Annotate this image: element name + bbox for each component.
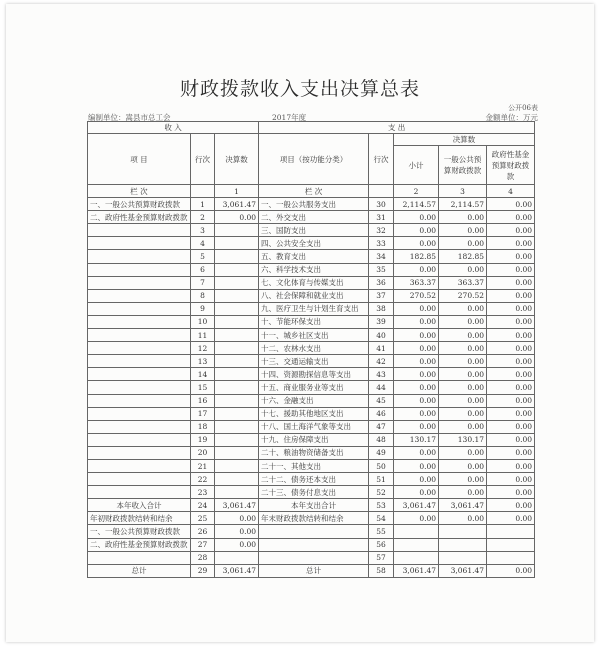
expense-general-budget: 2,114.57 — [439, 198, 487, 211]
expense-row-no: 35 — [369, 263, 394, 276]
expense-subtotal: 0.00 — [394, 473, 439, 486]
expense-general-budget — [439, 538, 487, 551]
expense-subtotal: 270.52 — [394, 289, 439, 302]
page-title: 财政拨款收入支出决算总表 — [179, 78, 420, 100]
income-row-no: 8 — [191, 289, 215, 302]
expense-subtotal: 0.00 — [394, 459, 439, 472]
income-item: 本年收入合计 — [88, 499, 191, 512]
income-item: 一、一般公共预算财政拨款 — [88, 525, 191, 538]
income-row-no: 3 — [191, 224, 215, 237]
income-amount — [215, 446, 259, 459]
expense-item — [259, 538, 369, 551]
column-number: 2 — [394, 185, 439, 198]
expense-row-no: 44 — [369, 381, 394, 394]
expense-general-budget: 0.00 — [439, 368, 487, 381]
expense-item: 十八、国土海洋气象等支出 — [259, 420, 369, 433]
general-budget-header: 一般公共预算财政拨款 — [439, 146, 487, 185]
expense-subtotal: 0.00 — [394, 237, 439, 250]
expense-item: 二十三、债务付息支出 — [259, 486, 369, 499]
expense-fund-budget: 0.00 — [487, 250, 535, 263]
expense-fund-budget: 0.00 — [487, 302, 535, 315]
expense-fund-budget: 0.00 — [487, 263, 535, 276]
table-row — [88, 551, 535, 564]
income-amount — [215, 289, 259, 302]
expense-row-no: 50 — [369, 459, 394, 472]
expense-item: 二十二、债务还本支出 — [259, 473, 369, 486]
expense-general-budget: 0.00 — [439, 486, 487, 499]
income-amount — [215, 551, 259, 564]
expense-item: 十九、住房保障支出 — [259, 433, 369, 446]
expense-fund-budget: 0.00 — [487, 446, 535, 459]
expense-general-budget — [439, 525, 487, 538]
reporting-unit: 编制单位：嵩县市总工会 — [88, 113, 171, 122]
expense-row-no: 41 — [369, 342, 394, 355]
income-item: 年初财政拨款结转和结余 — [88, 512, 191, 525]
expense-general-budget: 0.00 — [439, 394, 487, 407]
income-item — [88, 263, 191, 276]
column-number: 1 — [215, 185, 259, 198]
fund-budget-header: 政府性基金预算财政拨款 — [487, 146, 535, 185]
expense-general-budget: 0.00 — [439, 407, 487, 420]
expense-fund-budget: 0.00 — [487, 486, 535, 499]
expense-fund-budget: 0.00 — [487, 198, 535, 211]
expense-row-no: 43 — [369, 368, 394, 381]
expense-subtotal: 0.00 — [394, 420, 439, 433]
expense-item: 六、科学技术支出 — [259, 263, 369, 276]
expense-fund-budget: 0.00 — [487, 564, 535, 577]
income-amount — [215, 224, 259, 237]
expense-row-no: 54 — [369, 512, 394, 525]
income-amount — [215, 394, 259, 407]
expense-subtotal: 0.00 — [394, 394, 439, 407]
income-row-no: 26 — [191, 525, 215, 538]
income-amount — [215, 381, 259, 394]
table-row — [88, 368, 535, 381]
table-row — [88, 394, 535, 407]
table-row — [88, 224, 535, 237]
income-amount — [215, 420, 259, 433]
expense-general-budget — [439, 551, 487, 564]
expense-general-budget: 130.17 — [439, 433, 487, 446]
expense-subtotal — [394, 551, 439, 564]
expense-subtotal: 3,061.47 — [394, 564, 439, 577]
income-amount: 0.00 — [215, 538, 259, 551]
income-item — [88, 250, 191, 263]
income-amount — [215, 407, 259, 420]
income-item — [88, 342, 191, 355]
expense-subtotal: 0.00 — [394, 315, 439, 328]
table-row — [88, 538, 535, 551]
expense-item: 三、国防支出 — [259, 224, 369, 237]
expense-row-no: 51 — [369, 473, 394, 486]
expense-item: 十三、交通运输支出 — [259, 355, 369, 368]
expense-row-no: 52 — [369, 486, 394, 499]
expense-subtotal: 363.37 — [394, 276, 439, 289]
table-row — [88, 329, 535, 342]
expense-general-budget: 0.00 — [439, 211, 487, 224]
expense-row-no: 38 — [369, 302, 394, 315]
income-row-no: 14 — [191, 368, 215, 381]
income-item — [88, 237, 191, 250]
amount-unit: 金额单位：万元 — [485, 113, 538, 122]
table-row — [88, 355, 535, 368]
expense-subtotal — [394, 525, 439, 538]
expense-subtotal: 0.00 — [394, 302, 439, 315]
expense-item: 本年支出合计 — [259, 499, 369, 512]
table-row — [88, 499, 535, 512]
income-row-no: 13 — [191, 355, 215, 368]
income-row-no: 22 — [191, 473, 215, 486]
income-amount — [215, 355, 259, 368]
expense-item: 九、医疗卫生与计划生育支出 — [259, 302, 369, 315]
expense-fund-budget: 0.00 — [487, 237, 535, 250]
expense-fund-budget: 0.00 — [487, 276, 535, 289]
expense-item: 十六、金融支出 — [259, 394, 369, 407]
expense-row-no: 40 — [369, 329, 394, 342]
expense-fund-budget: 0.00 — [487, 512, 535, 525]
expense-subtotal: 0.00 — [394, 342, 439, 355]
income-amount: 3,061.47 — [215, 198, 259, 211]
table-row — [88, 433, 535, 446]
expense-fund-budget: 0.00 — [487, 433, 535, 446]
final-group-header: 决算数 — [394, 134, 535, 146]
income-item — [88, 315, 191, 328]
table-row — [88, 302, 535, 315]
expense-general-budget: 3,061.47 — [439, 564, 487, 577]
expense-item: 十五、商业服务业等支出 — [259, 381, 369, 394]
income-row-no: 23 — [191, 486, 215, 499]
expense-general-budget: 0.00 — [439, 381, 487, 394]
income-amount — [215, 342, 259, 355]
table-row — [88, 250, 535, 263]
income-item: 二、政府性基金预算财政拨款 — [88, 538, 191, 551]
final-amount-header: 决算数 — [215, 134, 259, 185]
item-header: 项 目 — [88, 134, 191, 185]
expense-subtotal: 0.00 — [394, 263, 439, 276]
income-row-no: 28 — [191, 551, 215, 564]
table-row — [88, 263, 535, 276]
expense-fund-budget: 0.00 — [487, 289, 535, 302]
income-row-no: 12 — [191, 342, 215, 355]
expense-item: 总计 — [259, 564, 369, 577]
table-row — [88, 512, 535, 525]
income-amount — [215, 315, 259, 328]
expense-item — [259, 525, 369, 538]
expense-fund-budget: 0.00 — [487, 381, 535, 394]
income-item — [88, 381, 191, 394]
column-label-blank — [191, 185, 215, 198]
income-amount — [215, 302, 259, 315]
income-row-no: 7 — [191, 276, 215, 289]
income-amount — [215, 329, 259, 342]
expense-subtotal: 0.00 — [394, 486, 439, 499]
income-item — [88, 329, 191, 342]
expense-subtotal: 0.00 — [394, 381, 439, 394]
income-item — [88, 224, 191, 237]
expense-subtotal: 0.00 — [394, 446, 439, 459]
expense-item: 十七、援助其他地区支出 — [259, 407, 369, 420]
table-row — [88, 525, 535, 538]
expense-row-no: 47 — [369, 420, 394, 433]
income-item — [88, 420, 191, 433]
expense-fund-budget: 0.00 — [487, 499, 535, 512]
expense-general-budget: 0.00 — [439, 237, 487, 250]
expense-subtotal: 0.00 — [394, 512, 439, 525]
income-row-no: 27 — [191, 538, 215, 551]
budget-summary-table — [87, 121, 535, 578]
subtotal-header: 小计 — [394, 146, 439, 185]
income-row-no: 25 — [191, 512, 215, 525]
expense-fund-budget: 0.00 — [487, 368, 535, 381]
expense-item: 二、外交支出 — [259, 211, 369, 224]
income-row-no: 1 — [191, 198, 215, 211]
income-amount — [215, 486, 259, 499]
expense-general-budget: 0.00 — [439, 315, 487, 328]
table-row — [88, 446, 535, 459]
expense-row-no: 46 — [369, 407, 394, 420]
expense-item: 八、社会保障和就业支出 — [259, 289, 369, 302]
income-item — [88, 368, 191, 381]
income-row-no: 18 — [191, 420, 215, 433]
expense-subtotal: 0.00 — [394, 355, 439, 368]
expense-fund-budget — [487, 551, 535, 564]
expense-item: 十一、城乡社区支出 — [259, 329, 369, 342]
income-row-no: 9 — [191, 302, 215, 315]
income-amount — [215, 459, 259, 472]
income-item — [88, 276, 191, 289]
expense-fund-budget: 0.00 — [487, 329, 535, 342]
expense-general-budget: 0.00 — [439, 512, 487, 525]
expense-general-budget: 270.52 — [439, 289, 487, 302]
expense-column-label-blank — [369, 185, 394, 198]
income-row-no: 29 — [191, 564, 215, 577]
income-item — [88, 289, 191, 302]
income-item — [88, 486, 191, 499]
table-row — [88, 381, 535, 394]
column-number: 4 — [487, 185, 535, 198]
expense-general-budget: 3,061.47 — [439, 499, 487, 512]
table-row — [88, 564, 535, 577]
expense-general-budget: 0.00 — [439, 342, 487, 355]
expense-column-label: 栏 次 — [259, 185, 369, 198]
expense-fund-budget: 0.00 — [487, 342, 535, 355]
expense-row-no: 58 — [369, 564, 394, 577]
income-row-no: 21 — [191, 459, 215, 472]
table-row — [88, 473, 535, 486]
expense-general-budget: 0.00 — [439, 355, 487, 368]
expense-subtotal: 0.00 — [394, 224, 439, 237]
expense-item: 十二、农林水支出 — [259, 342, 369, 355]
income-header: 收 入 — [88, 122, 259, 134]
expense-row-no: 53 — [369, 499, 394, 512]
expense-item: 十四、资源勘探信息等支出 — [259, 368, 369, 381]
expense-fund-budget: 0.00 — [487, 407, 535, 420]
income-amount — [215, 237, 259, 250]
expense-item: 一、一般公共服务支出 — [259, 198, 369, 211]
income-item: 二、政府性基金预算财政拨款 — [88, 211, 191, 224]
expense-fund-budget — [487, 538, 535, 551]
income-amount: 0.00 — [215, 211, 259, 224]
expense-row-no: 55 — [369, 525, 394, 538]
income-row-no: 16 — [191, 394, 215, 407]
income-row-no: 15 — [191, 381, 215, 394]
income-amount — [215, 368, 259, 381]
expense-row-no-header: 行次 — [369, 134, 394, 185]
income-item — [88, 433, 191, 446]
income-item — [88, 459, 191, 472]
expense-general-budget: 0.00 — [439, 473, 487, 486]
fiscal-year: 2017年度 — [272, 113, 307, 122]
expense-general-budget: 363.37 — [439, 276, 487, 289]
income-item — [88, 394, 191, 407]
expense-header: 支 出 — [259, 122, 535, 134]
expense-item: 四、公共安全支出 — [259, 237, 369, 250]
expense-general-budget: 0.00 — [439, 446, 487, 459]
expense-row-no: 56 — [369, 538, 394, 551]
table-row — [88, 342, 535, 355]
income-item — [88, 355, 191, 368]
income-row-no: 2 — [191, 211, 215, 224]
income-item: 一、一般公共预算财政拨款 — [88, 198, 191, 211]
expense-subtotal: 3,061.47 — [394, 499, 439, 512]
income-amount: 0.00 — [215, 525, 259, 538]
form-number: 公开06表 — [508, 104, 538, 112]
table-row — [88, 289, 535, 302]
income-amount: 3,061.47 — [215, 499, 259, 512]
expense-general-budget: 0.00 — [439, 263, 487, 276]
income-row-no: 17 — [191, 407, 215, 420]
expense-fund-budget: 0.00 — [487, 394, 535, 407]
expense-fund-budget: 0.00 — [487, 420, 535, 433]
income-amount: 3,061.47 — [215, 564, 259, 577]
expense-row-no: 31 — [369, 211, 394, 224]
expense-general-budget: 0.00 — [439, 420, 487, 433]
expense-row-no: 33 — [369, 237, 394, 250]
table-row — [88, 315, 535, 328]
expense-subtotal — [394, 538, 439, 551]
expense-item: 二十、粮油物资储备支出 — [259, 446, 369, 459]
income-row-no: 11 — [191, 329, 215, 342]
expense-row-no: 57 — [369, 551, 394, 564]
expense-item: 十、节能环保支出 — [259, 315, 369, 328]
expense-general-budget: 0.00 — [439, 224, 487, 237]
income-amount — [215, 433, 259, 446]
income-row-no: 19 — [191, 433, 215, 446]
expense-item: 五、教育支出 — [259, 250, 369, 263]
income-item — [88, 473, 191, 486]
table-row — [88, 276, 535, 289]
income-amount — [215, 276, 259, 289]
expense-item — [259, 551, 369, 564]
expense-subtotal: 0.00 — [394, 368, 439, 381]
expense-row-no: 34 — [369, 250, 394, 263]
expense-row-no: 32 — [369, 224, 394, 237]
expense-row-no: 37 — [369, 289, 394, 302]
expense-subtotal: 0.00 — [394, 211, 439, 224]
expense-subtotal: 0.00 — [394, 407, 439, 420]
table-row — [88, 459, 535, 472]
income-amount — [215, 250, 259, 263]
expense-subtotal: 130.17 — [394, 433, 439, 446]
income-amount: 0.00 — [215, 512, 259, 525]
income-row-no: 24 — [191, 499, 215, 512]
income-amount — [215, 263, 259, 276]
table-row — [88, 407, 535, 420]
expense-general-budget: 0.00 — [439, 302, 487, 315]
table-row — [88, 420, 535, 433]
expense-item: 年末财政拨款结转和结余 — [259, 512, 369, 525]
expense-general-budget: 0.00 — [439, 459, 487, 472]
income-item — [88, 302, 191, 315]
expense-row-no: 45 — [369, 394, 394, 407]
income-item — [88, 446, 191, 459]
table-row — [88, 211, 535, 224]
income-row-no: 4 — [191, 237, 215, 250]
expense-subtotal: 182.85 — [394, 250, 439, 263]
expense-general-budget: 182.85 — [439, 250, 487, 263]
table-row — [88, 198, 535, 211]
expense-item: 二十一、其他支出 — [259, 459, 369, 472]
expense-row-no: 30 — [369, 198, 394, 211]
expense-fund-budget: 0.00 — [487, 315, 535, 328]
expense-subtotal: 2,114.57 — [394, 198, 439, 211]
expense-fund-budget: 0.00 — [487, 459, 535, 472]
income-row-no: 6 — [191, 263, 215, 276]
income-item: 总计 — [88, 564, 191, 577]
expense-fund-budget: 0.00 — [487, 224, 535, 237]
income-item — [88, 407, 191, 420]
column-number: 3 — [439, 185, 487, 198]
expense-row-no: 42 — [369, 355, 394, 368]
income-row-no: 5 — [191, 250, 215, 263]
expense-fund-budget — [487, 525, 535, 538]
expense-subtotal: 0.00 — [394, 329, 439, 342]
table-row — [88, 486, 535, 499]
row-no-header: 行次 — [191, 134, 215, 185]
income-row-no: 20 — [191, 446, 215, 459]
column-label: 栏 次 — [88, 185, 191, 198]
income-amount — [215, 473, 259, 486]
expense-fund-budget: 0.00 — [487, 473, 535, 486]
expense-row-no: 49 — [369, 446, 394, 459]
income-row-no: 10 — [191, 315, 215, 328]
expense-row-no: 39 — [369, 315, 394, 328]
expense-fund-budget: 0.00 — [487, 355, 535, 368]
expense-fund-budget: 0.00 — [487, 211, 535, 224]
income-item — [88, 551, 191, 564]
expense-item-header: 项目（按功能分类） — [259, 134, 369, 185]
expense-item: 七、文化体育与传媒支出 — [259, 276, 369, 289]
expense-general-budget: 0.00 — [439, 329, 487, 342]
expense-row-no: 48 — [369, 433, 394, 446]
expense-row-no: 36 — [369, 276, 394, 289]
table-row — [88, 237, 535, 250]
